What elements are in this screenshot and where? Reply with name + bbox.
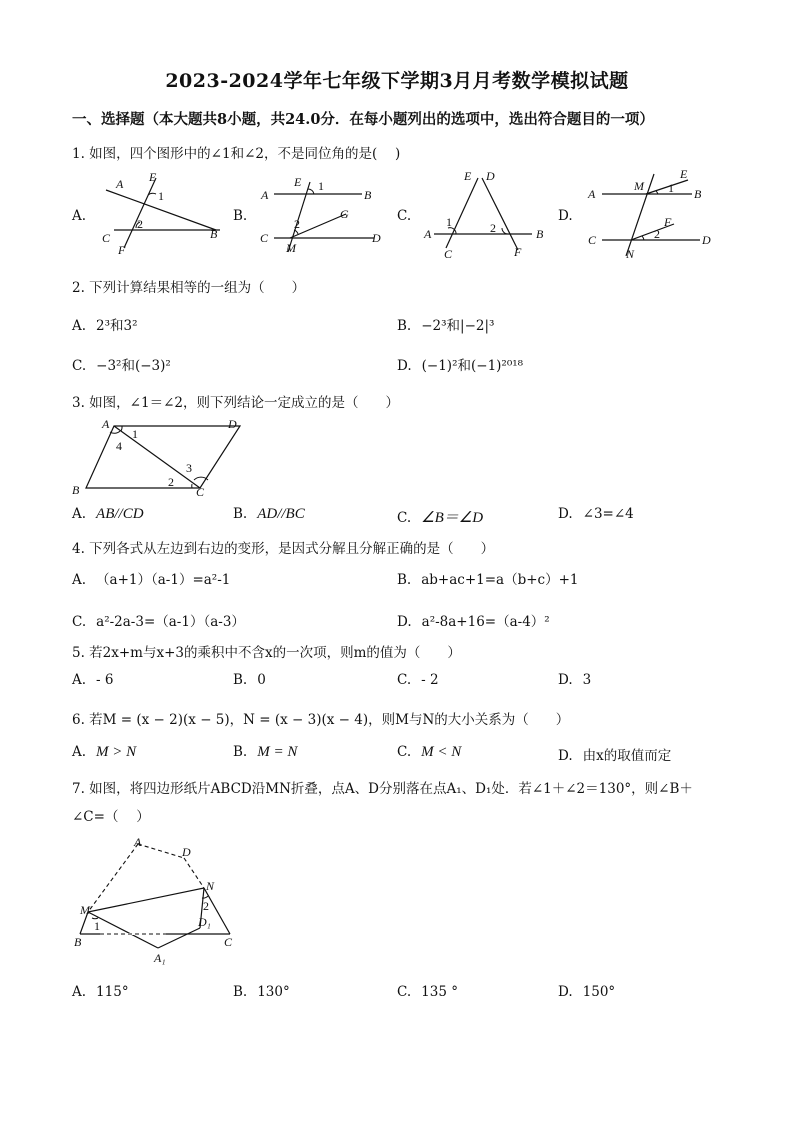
figure-point-label: 2 [490,221,496,235]
figure-point-label: M [286,241,296,255]
figure-point-label: C [102,231,111,245]
figure-point-label: C [224,935,233,949]
figure-point-label: M [634,179,644,193]
q5-option-a[interactable]: A. - 6 [72,672,114,688]
q3-option-c[interactable]: C. ∠B＝∠D [397,510,484,526]
question-7-stem: 7. 如图，将四边形纸片ABCD沿MN折叠，点A、D分别落在点A₁、D₁处．若∠1＋∠2＝130°，则∠B＋ [72,781,693,797]
q3-parallelogram-figure [70,414,260,498]
figure-point-label: 1 [132,427,138,441]
figure-point-label: A [424,227,432,241]
figure-point-label: 1 [668,181,674,195]
question-6-stem: 6. 若M = (x − 2)(x − 5)，N = (x − 3)(x − 4)，则M与N的大小关系为（ ） [72,712,570,728]
section-heading: 一、选择题（本大题共8小题，共24.0分．在每小题列出的选项中，选出符合题目的一项） [72,111,654,128]
question-1-stem: 1. 如图，四个图形中的∠1和∠2，不是同位角的是( ) [72,146,401,162]
figure-point-label: G [340,207,349,221]
figure-point-label: B [364,188,372,202]
figure-point-label: E [149,170,157,184]
question-2-stem: 2. 下列计算结果相等的一组为（ ） [72,280,306,296]
figure-point-label: B [210,227,218,241]
q5-option-d[interactable]: D. 3 [558,672,592,688]
figure-point-label: N [626,247,635,261]
q6-option-d[interactable]: D. 由x的取值而定 [558,748,672,764]
q4-option-c[interactable]: C. a²-2a-3=（a-1）（a-3） [72,614,245,630]
figure-point-label: D₁ [198,915,211,929]
q3-option-d[interactable]: D. ∠3=∠4 [558,506,634,522]
figure-point-label: 1 [446,215,452,229]
figure-point-label: 1 [94,919,100,933]
q4-option-a[interactable]: A. （a+1）（a-1）=a²-1 [72,572,231,588]
q2-option-a[interactable]: A. 2³和3² [72,318,138,334]
question-4-stem: 4. 下列各式从左边到右边的变形，是因式分解且分解正确的是（ ） [72,541,495,557]
q2-option-d[interactable]: D. (−1)²和(−1)²⁰¹⁸ [397,358,524,374]
q1-figure-d [584,166,724,262]
figure-point-label: C [588,233,597,247]
figure-point-label: D [182,845,191,859]
figure-point-label: 2 [654,227,660,241]
q2-option-c[interactable]: C. −3²和(−3)² [72,358,171,374]
q7-folding-figure [70,834,250,968]
q7-option-c[interactable]: C. 135 ° [397,984,458,1000]
figure-point-label: B [74,935,82,949]
figure-point-label: A [588,187,596,201]
figure-point-label: 2 [294,217,300,231]
question-7-stem-cont: ∠C=（ ） [72,809,150,825]
figure-point-label: C [196,485,205,498]
figure-point-label: 3 [186,461,192,475]
q7-option-d[interactable]: D. 150° [558,984,616,1000]
q4-option-b[interactable]: B. ab+ac+1=a（b+c）+1 [397,572,579,588]
figure-point-label: N [206,879,215,893]
page-title: 2023-2024学年七年级下学期3月月考数学模拟试题 [165,70,629,92]
question-3-stem: 3. 如图，∠1＝∠2，则下列结论一定成立的是（ ） [72,395,399,411]
q4-option-d[interactable]: D. a²-8a+16=（a-4）² [397,614,550,630]
q5-option-c[interactable]: C. - 2 [397,672,439,688]
q1-figure-a [96,168,226,256]
figure-point-label: A [102,417,110,431]
q1-option-a-label[interactable]: A. [72,208,87,224]
figure-point-label: E [294,175,302,189]
figure-point-label: B [536,227,544,241]
q6-option-a[interactable]: A. M > N [72,744,137,760]
q1-figure-b [256,172,386,256]
figure-point-label: C [444,247,453,260]
figure-point-label: F [664,215,672,229]
figure-point-label: A₁ [154,951,166,965]
figure-point-label: 4 [116,439,122,453]
figure-point-label: 2 [203,899,209,913]
figure-point-label: F [514,245,522,259]
q7-option-a[interactable]: A. 115° [72,984,129,1000]
q1-figure-c [420,166,550,260]
figure-point-label: E [680,167,688,181]
q6-option-b[interactable]: B. M = N [233,744,298,760]
figure-point-label: 2 [137,217,143,231]
q5-option-b[interactable]: B. 0 [233,672,266,688]
figure-point-label: D [228,417,237,431]
figure-point-label: B [72,483,80,497]
figure-point-label: 2 [168,475,174,489]
figure-point-label: D [702,233,711,247]
q1-option-d-label[interactable]: D. [558,208,573,224]
q3-option-a[interactable]: A. AB//CD [72,506,144,522]
q2-option-b[interactable]: B. −2³和|−2|³ [397,318,495,334]
q3-option-b[interactable]: B. AD//BC [233,506,305,522]
figure-point-label: B [694,187,702,201]
figure-point-label: E [464,169,472,183]
q1-option-c-label[interactable]: C. [397,208,412,224]
fig-label: A [116,177,124,191]
figure-point-label: F [118,243,126,256]
figure-point-label: M [80,903,90,917]
question-5-stem: 5. 若2x+m与x+3的乘积中不含x的一次项，则m的值为（ ） [72,645,461,661]
figure-point-label: 1 [158,189,164,203]
figure-point-label: 1 [318,179,324,193]
q6-option-c[interactable]: C. M < N [397,744,462,760]
q7-option-b[interactable]: B. 130° [233,984,290,1000]
q1-option-b-label[interactable]: B. [233,208,248,224]
figure-point-label: A [261,188,269,202]
figure-point-label: D [372,231,381,245]
figure-point-label: C [260,231,269,245]
figure-point-label: A [134,835,142,849]
figure-point-label: D [486,169,495,183]
